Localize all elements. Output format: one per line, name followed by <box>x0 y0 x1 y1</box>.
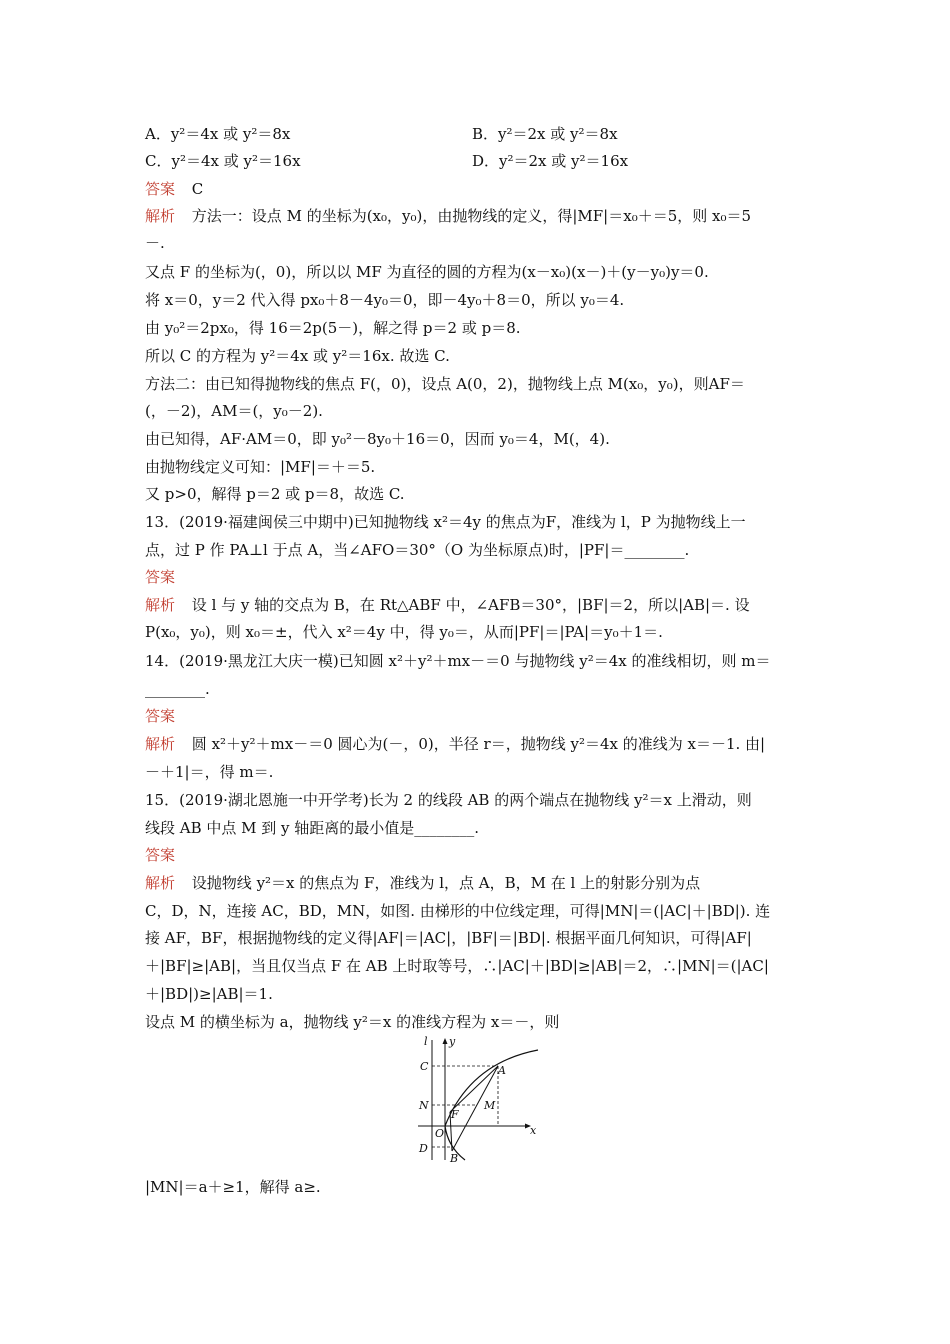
q14-analysis-row <box>145 734 765 754</box>
answer-label: 答案 <box>145 707 176 725</box>
answer-label: 答案 <box>145 180 176 198</box>
label-d: D <box>419 1142 428 1155</box>
analysis-label: 解析 <box>145 596 176 614</box>
analysis-line: －＋1|＝，得 m＝. <box>145 763 274 781</box>
analysis-text: 方法一：设点 M 的坐标为(x₀，y₀)，由抛物线的定义，得|MF|＝x₀＋＝5，则 x₀＝5 <box>191 207 752 225</box>
label-m: M <box>484 1099 496 1112</box>
q15-stem: 15．(2019·湖北恩施一中开学考)长为 2 的线段 AB 的两个端点在抛物线 y²＝x 上滑动，则 <box>145 791 752 809</box>
q12-answer-row <box>145 179 203 199</box>
analysis-text: 圆 x²＋y²＋mx－＝0 圆心为(－，0)，半径 r＝，抛物线 y²＝4x 的准线为 x＝－1. 由| <box>191 735 766 753</box>
analysis-label: 解析 <box>145 735 176 753</box>
analysis-text: 设抛物线 y²＝x 的焦点为 F，准线为 l，点 A，B，M 在 l 上的射影分别为点 <box>191 874 701 892</box>
analysis-line: 又 p>0，解得 p＝2 或 p＝8，故选 C. <box>145 485 405 503</box>
label-x: x <box>530 1124 537 1137</box>
label-n: N <box>419 1099 429 1112</box>
answer-label: 答案 <box>145 568 176 586</box>
analysis-line: 将 x＝0，y＝2 代入得 px₀＋8－4y₀＝0，即－4y₀＋8＝0，所以 y₀＝4. <box>145 291 625 309</box>
analysis-line: 又点 F 的坐标为(，0)，所以以 MF 为直径的圆的方程为(x－x₀)(x－)＋(y－y₀)y＝0. <box>145 263 709 281</box>
y-axis-arrow <box>443 1038 448 1044</box>
parabola-diagram <box>410 1035 540 1165</box>
analysis-line: 由抛物线定义可知：|MF|＝＋＝5. <box>145 458 376 476</box>
q12-analysis-row <box>145 206 751 226</box>
option-a: A．y²＝4x 或 y²＝8x <box>145 125 291 143</box>
analysis-text: 设 l 与 y 轴的交点为 B，在 Rt△ABF 中，∠AFB＝30°，|BF|＝2，所以|AB|＝. 设 <box>191 596 750 614</box>
q14-stem: ________. <box>145 680 210 698</box>
analysis-line: 设点 M 的横坐标为 a，抛物线 y²＝x 的准线方程为 x＝－，则 <box>145 1013 560 1031</box>
analysis-line: C，D，N，连接 AC，BD，MN，如图. 由梯形的中位线定理，可得|MN|＝(|AC|＋|BD|). 连 <box>145 902 771 920</box>
label-l: l <box>424 1035 428 1048</box>
option-b: B．y²＝2x 或 y²＝8x <box>472 125 618 143</box>
analysis-line: 方法二：由已知得抛物线的焦点 F(，0)，设点 A(0，2)，抛物线上点 M(x₀，y₀)，则AF＝ <box>145 375 745 393</box>
q13-stem: 点，过 P 作 PA⊥l 于点 A，当∠AFO＝30°（O 为坐标原点)时，|PF|＝________. <box>145 541 690 559</box>
label-o: O <box>435 1127 445 1140</box>
option-c: C．y²＝4x 或 y²＝16x <box>145 152 301 170</box>
q13-analysis-row <box>145 595 750 615</box>
label-b: B <box>450 1152 459 1165</box>
analysis-line: 由 y₀²＝2px₀，得 16＝2p(5－)，解之得 p＝2 或 p＝8. <box>145 319 521 337</box>
label-c: C <box>420 1060 429 1073</box>
parabola-figure <box>410 1035 540 1165</box>
analysis-line: (，－2)，AM＝(，y₀－2). <box>145 402 323 420</box>
analysis-line: 所以 C 的方程为 y²＝4x 或 y²＝16x. 故选 C. <box>145 347 450 365</box>
analysis-line: 由已知得，AF·AM＝0，即 y₀²－8y₀＋16＝0，因而 y₀＝4，M(，4). <box>145 430 610 448</box>
label-a: A <box>498 1064 506 1077</box>
analysis-line: －. <box>145 234 165 252</box>
analysis-line: ＋|BF|≥|AB|，当且仅当点 F 在 AB 上时取等号，∴|AC|＋|BD|≥|AB|＝2，∴|MN|＝(|AC| <box>145 957 769 975</box>
option-d: D．y²＝2x 或 y²＝16x <box>472 152 629 170</box>
analysis-line: 接 AF，BF，根据抛物线的定义得|AF|＝|AC|，|BF|＝|BD|. 根据平面几何知识，可得|AF| <box>145 929 752 947</box>
analysis-label: 解析 <box>145 207 176 225</box>
analysis-line: ＋|BD|)≥|AB|＝1. <box>145 985 273 1003</box>
answer-value: C <box>191 180 204 198</box>
analysis-label: 解析 <box>145 874 176 892</box>
q13-stem: 13．(2019·福建闽侯三中期中)已知抛物线 x²＝4y 的焦点为F，准线为 l，P 为抛物线上一 <box>145 513 746 531</box>
q15-stem: 线段 AB 中点 M 到 y 轴距离的最小值是________. <box>145 819 480 837</box>
q15-final-line: |MN|＝a＋≥1，解得 a≥. <box>145 1178 321 1196</box>
analysis-line: P(x₀，y₀)，则 x₀＝±，代入 x²＝4y 中，得 y₀＝，从而|PF|＝|PA|＝y₀＋1＝. <box>145 623 663 641</box>
q14-stem: 14．(2019·黑龙江大庆一模)已知圆 x²＋y²＋mx－＝0 与抛物线 y²＝4x 的准线相切，则 m＝ <box>145 652 771 670</box>
label-f: F <box>451 1108 459 1121</box>
label-y: y <box>449 1035 456 1048</box>
q15-analysis-row <box>145 873 700 893</box>
answer-label: 答案 <box>145 846 176 864</box>
